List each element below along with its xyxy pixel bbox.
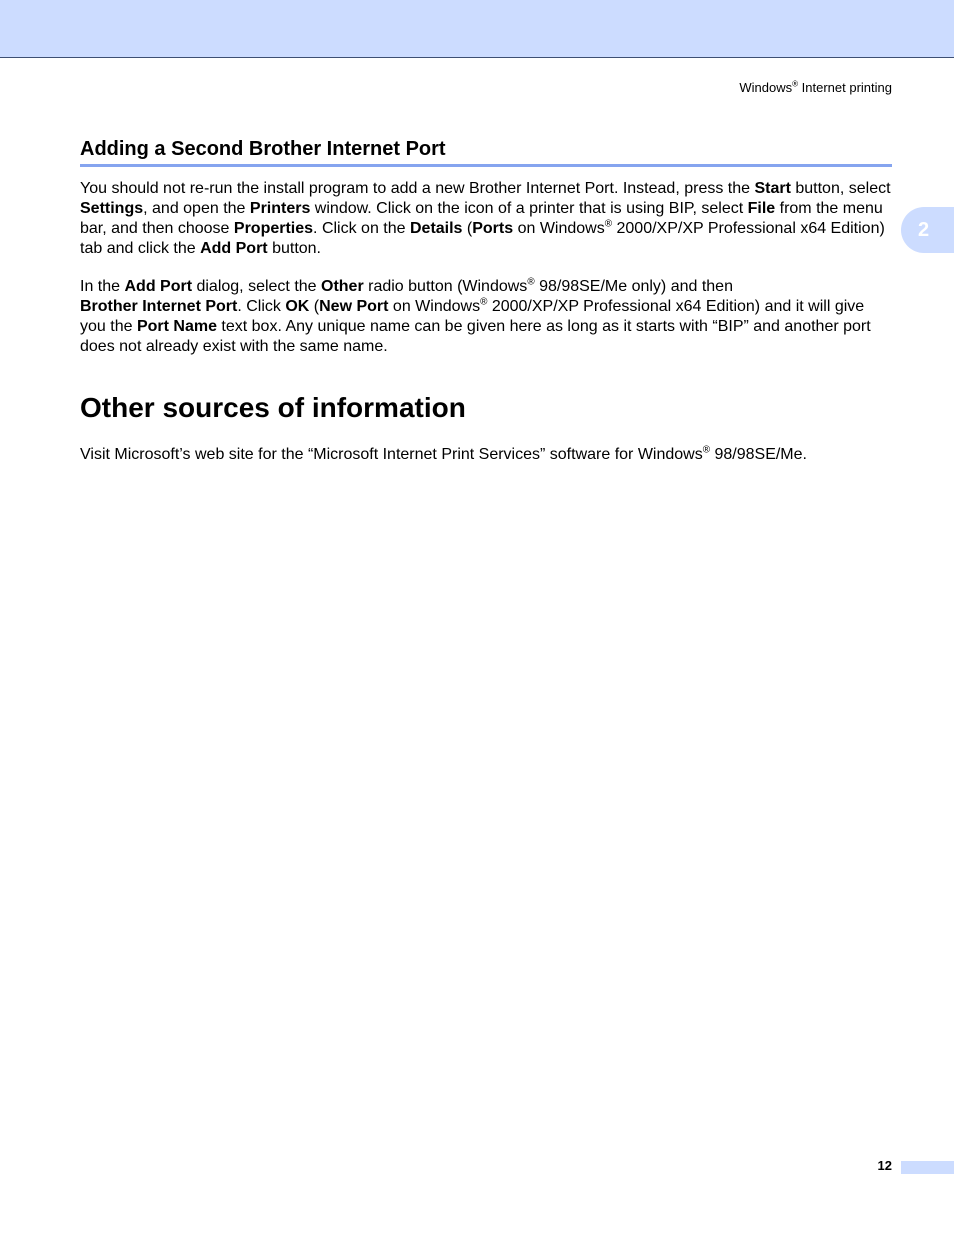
ui-term-file: File (747, 200, 776, 217)
text-run: button, select (790, 180, 891, 197)
text-run: 2000/XP/XP Professional x64 Edition) and it will give you the (80, 298, 865, 335)
ui-term-properties: Properties (233, 220, 314, 237)
text-run: 98/98SE/Me. (710, 446, 807, 463)
registered-mark: ® (604, 218, 613, 230)
paragraph-add-port-intro (80, 179, 892, 259)
registered-mark: ® (480, 296, 488, 308)
text-run: from the menu bar, and then choose (80, 200, 883, 237)
text-run: You should not re-run the install program to add a new Brother Internet Port. Instead, press the (80, 180, 755, 197)
text-run: ( (309, 298, 320, 315)
section-heading: Adding a Second Brother Internet Port (80, 136, 892, 167)
text-run: text box. Any unique name can be given here as long as it starts with “BIP” and another port does not already exist with the same name. (80, 318, 871, 355)
running-header (739, 80, 892, 95)
ui-term-ok: OK (285, 298, 310, 315)
ui-term-port-name: Port Name (136, 318, 217, 335)
ui-term-other: Other (321, 278, 364, 295)
top-header-band (0, 0, 954, 58)
chapter-tab: 2 (901, 207, 954, 253)
text-run: radio button (Windows (363, 278, 528, 295)
text-run: on Windows (388, 298, 481, 315)
text-run: . Click on the (313, 220, 410, 237)
registered-mark: ® (527, 276, 535, 288)
registered-mark: ® (702, 444, 711, 456)
registered-mark: ® (792, 79, 799, 89)
text-run: dialog, select the (192, 278, 321, 295)
text-run: 2000/XP/XP Professional x64 Edition) tab and click the (80, 220, 885, 257)
text-run: In the (80, 278, 125, 295)
text-run: on Windows (513, 220, 605, 237)
ui-term-start: Start (754, 180, 791, 197)
text-run: Visit Microsoft’s web site for the “Microsoft Internet Print Services” software for Windows (80, 446, 703, 463)
page-number: 12 (877, 1158, 892, 1173)
ui-term-printers: Printers (249, 200, 311, 217)
ui-term-settings: Settings (80, 200, 144, 217)
running-header-pre: Windows (739, 80, 793, 95)
ui-term-add-port: Add Port (124, 278, 193, 295)
other-sources-heading: Other sources of information (80, 392, 466, 423)
text-run: . Click (237, 298, 286, 315)
ui-term-details: Details (409, 220, 463, 237)
text-run: window. Click on the icon of a printer that is using BIP, select (310, 200, 748, 217)
text-run: 98/98SE/Me only) and then (534, 278, 733, 295)
paragraph-add-port-dialog (80, 277, 892, 357)
footer-bar (901, 1161, 954, 1174)
ui-term-brother-internet-port: Brother Internet Port (80, 298, 238, 315)
ui-term-add-port: Add Port (200, 240, 268, 257)
paragraph-other-sources (80, 445, 892, 465)
text-run: , and open the (143, 200, 250, 217)
running-header-post: Internet printing (798, 80, 892, 95)
text-run: ( (462, 220, 473, 237)
ui-term-new-port: New Port (319, 298, 389, 315)
text-run: button. (267, 240, 321, 257)
ui-term-ports: Ports (472, 220, 514, 237)
